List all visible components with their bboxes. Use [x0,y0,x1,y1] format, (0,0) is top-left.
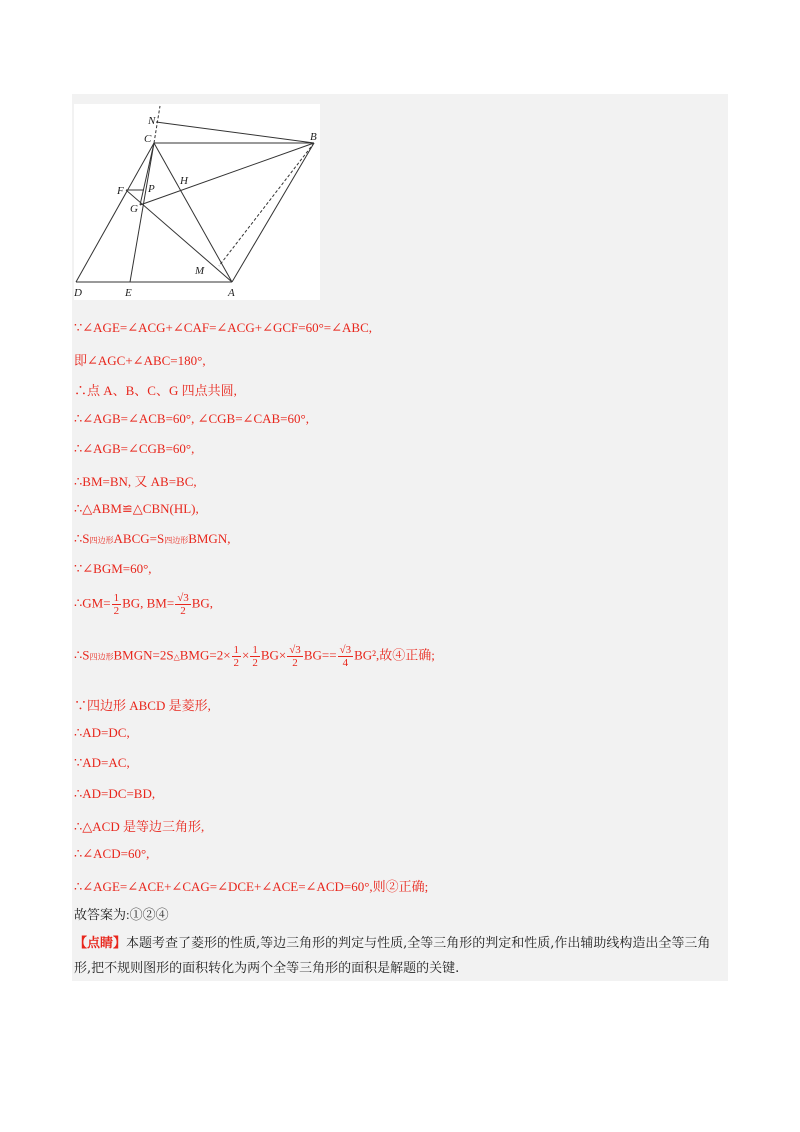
proof-line-12: ∵四边形 ABCD 是菱形, [74,698,211,713]
numerator: 1 [233,644,240,656]
proof-line-9: ∵∠BGM=60°, [74,561,152,576]
proof-line-17: ∴∠ACD=60°, [74,846,150,861]
segment-nb [156,122,314,143]
text-seg: BG²,故④正确; [354,647,435,663]
proof-line-11 [74,644,435,669]
fraction-sqrt3-over-4 [338,644,354,669]
answer-line: 故答案为:①②④ [74,907,169,922]
label-b: B [310,131,317,143]
numerator: √3 [177,592,189,604]
numerator: √3 [289,644,301,656]
proof-line-4: ∴∠AGB=∠ACB=60°, ∠CGB=∠CAB=60°, [74,411,309,426]
proof-line-1: ∵∠AGE=∠ACG+∠CAF=∠ACG+∠GCF=60°=∠ABC, [74,320,372,335]
proof-line-7: ∴△ABM≌△CBN(HL), [74,501,199,516]
label-h: H [180,175,188,187]
dashed-bm [219,143,314,266]
segment-ba [232,143,314,282]
denominator: 2 [252,657,258,669]
fraction-half [232,644,242,669]
denominator: 4 [342,657,349,669]
remark-block [74,931,724,981]
proof-line-13: ∴AD=DC, [74,725,130,740]
label-a: A [228,287,235,299]
rhombus-diagram [74,104,320,300]
text-seg: ABCG=S [113,531,165,546]
label-d: D [74,287,82,299]
text-seg: ∴GM= [74,595,111,611]
subscript: 四边形 [89,652,114,662]
subscript: 四边形 [89,536,114,545]
fraction-half [112,592,122,617]
label-p: P [148,183,155,195]
text-seg: BG, BM= [122,595,175,611]
proof-line-6: ∴BM=BN, 又 AB=BC, [74,474,197,489]
proof-line-2: 即∠AGC+∠ABC=180°, [74,353,206,368]
proof-line-18: ∴∠AGE=∠ACE+∠CAG=∠DCE+∠ACE=∠ACD=60°,则②正确; [74,879,429,894]
label-c: C [144,133,152,145]
segment-ca [154,143,232,282]
label-g: G [130,203,138,215]
text-seg: BG× [260,647,287,663]
denominator: 2 [292,657,298,669]
geometry-figure [74,104,320,300]
segment-gb [140,143,314,205]
segment-cg [140,143,154,205]
remark-text: 本题考查了菱形的性质,等边三角形的判定与性质,全等三角形的判定和性质,作出辅助线构造出全等三角形,把不规则图形的面积转化为两个全等三角形的面积是解题的关键. [74,936,711,976]
numerator: 1 [113,592,120,604]
denominator: 2 [113,605,120,617]
text-seg: BMGN=2S [113,647,174,663]
proof-line-8 [74,531,230,547]
text-seg: BG== [303,647,337,663]
subscript: △ [173,652,180,662]
text-seg: BG, [191,595,214,611]
proof-line-10 [74,592,213,617]
subscript: 四边形 [164,536,189,545]
label-e: E [125,287,132,299]
proof-line-14: ∵AD=AC, [74,755,130,770]
proof-line-16: ∴△ACD 是等边三角形, [74,819,205,834]
proof-line-15: ∴AD=DC=BD, [74,786,156,801]
text-seg: ∴S [74,531,90,546]
proof-line-3: ∴点 A、B、C、G 四点共圆, [74,383,237,398]
text-seg: ∴S [74,647,90,663]
label-m: M [195,265,205,277]
fraction-sqrt3-over-2 [287,644,303,669]
numerator: √3 [339,644,352,656]
denominator: 2 [233,657,240,669]
remark-tag: 【点睛】 [74,936,127,951]
fraction-sqrt3-over-2 [175,592,191,617]
text-seg: × [242,647,250,663]
numerator: 1 [252,644,258,656]
text-seg: BMG=2× [179,647,231,663]
proof-line-5: ∴∠AGB=∠CGB=60°, [74,441,195,456]
fraction-half [250,644,260,669]
denominator: 2 [180,605,186,617]
label-n: N [148,115,156,127]
text-seg: BMGN, [188,531,231,546]
label-f: F [117,185,124,197]
